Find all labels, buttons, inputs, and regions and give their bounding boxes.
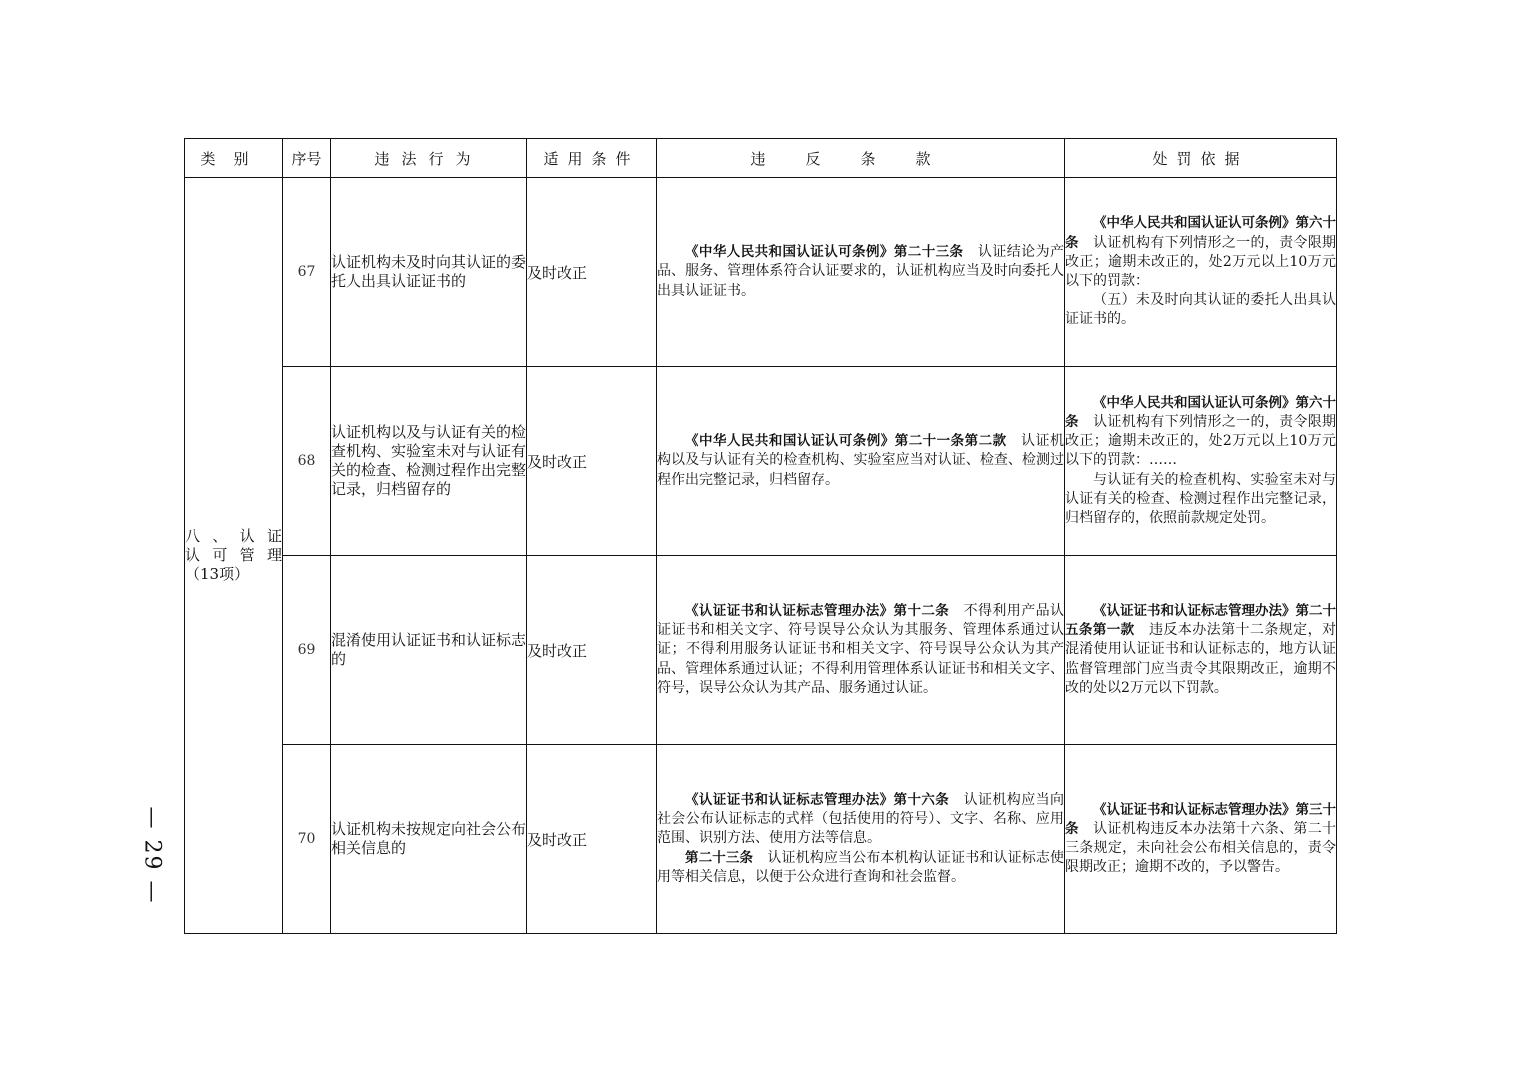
row-basis: [1065, 745, 1337, 934]
row-clause: [657, 178, 1065, 367]
clause-title: 《认证证书和认证标志管理办法》第十二条: [685, 602, 950, 619]
table-row: [185, 367, 1337, 556]
row-condition: 及时改正: [527, 178, 657, 367]
header-basis: 处罚依据: [1065, 139, 1337, 178]
table-row: [185, 745, 1337, 934]
row-seq: 68: [283, 367, 331, 556]
clause-text: 认证机构应当向社会公布认证标志的式样（包括使用的符号）、文字、名称、应用范围、识别方法、使用方法等信息。: [657, 791, 1065, 847]
basis-title: 《中华人民共和国认证认可条例》第六十条: [1065, 394, 1336, 430]
row-seq: 69: [283, 556, 331, 745]
row-basis: [1065, 178, 1337, 367]
row-behavior: 认证机构以及与认证有关的检查机构、实验室未对与认证有关的检查、检测过程作出完整记录，归档留存的: [331, 367, 527, 556]
row-condition: 及时改正: [527, 745, 657, 934]
header-behavior: 违法行为: [331, 139, 527, 178]
penalty-table: [184, 138, 1337, 934]
row-behavior: 混淆使用认证证书和认证标志的: [331, 556, 527, 745]
row-basis: [1065, 556, 1337, 745]
row-condition: 及时改正: [527, 367, 657, 556]
basis-text: 认证机构有下列情形之一的，责令限期改正；逾期未改正的，处2万元以上10万元以下的罚款：……: [1065, 413, 1337, 469]
row-condition: 及时改正: [527, 556, 657, 745]
table-row: [185, 556, 1337, 745]
clause-title-2: 第二十三条: [685, 849, 754, 866]
basis-title: 《认证证书和认证标志管理办法》第二十五条第一款: [1065, 602, 1336, 639]
table-header-row: [185, 139, 1337, 178]
clause-title: 《认证证书和认证标志管理办法》第十六条: [685, 791, 950, 808]
page-number: — 29 —: [139, 806, 165, 904]
clause-title: 《中华人民共和国认证认可条例》第二十三条: [685, 244, 964, 261]
row-clause: [657, 556, 1065, 745]
row-clause: [657, 745, 1065, 934]
row-seq: 67: [283, 178, 331, 367]
row-basis: [1065, 367, 1337, 556]
basis-title: 《中华人民共和国认证认可条例》第六十条: [1065, 215, 1336, 251]
clause-text: 认证结论为产品、服务、管理体系符合认证要求的，认证机构应当及时向委托人出具认证证书。: [657, 244, 1065, 299]
clause-text-2: 认证机构应当公布本机构认证证书和认证标志使用等相关信息，以便于公众进行查询和社会监督。: [657, 849, 1065, 885]
basis-text: 认证机构违反本办法第十六条、第二十三条规定，未向社会公布相关信息的，责令限期改正；逾期不改的，予以警告。: [1065, 820, 1337, 876]
category-cell: [185, 178, 283, 934]
row-behavior: 认证机构未按规定向社会公布相关信息的: [331, 745, 527, 934]
table-row: [185, 178, 1337, 367]
header-seq: 序号: [283, 139, 331, 178]
row-clause: [657, 367, 1065, 556]
row-behavior: 认证机构未及时向其认证的委托人出具认证证书的: [331, 178, 527, 367]
header-category: 类别: [185, 139, 283, 178]
basis-text-2: 与认证有关的检查机构、实验室未对与认证有关的检查、检测过程作出完整记录，归档留存的，依照前款规定处罚。: [1065, 471, 1336, 526]
category-line-1: 八、认证: [185, 527, 282, 545]
basis-text: 认证机构有下列情形之一的，责令限期改正；逾期未改正的，处2万元以上10万元以下的罚款：: [1065, 234, 1337, 289]
row-seq: 70: [283, 745, 331, 934]
header-clause: 违反条款: [657, 139, 1065, 178]
category-count: （13项）: [185, 565, 250, 583]
basis-text-2: （五）未及时向其认证的委托人出具认证证书的。: [1065, 292, 1336, 328]
category-line-2: 认可管理: [185, 546, 282, 564]
basis-text: 违反本办法第十二条规定，对混淆使用认证证书和认证标志的，地方认证监督管理部门应当责令其限期改正，逾期不改的处以2万元以下罚款。: [1065, 622, 1337, 696]
clause-text: 认证机构以及与认证有关的检查机构、实验室应当对认证、检查、检测过程作出完整记录，归档留存。: [657, 433, 1065, 488]
basis-title: 《认证证书和认证标志管理办法》第三十条: [1065, 801, 1336, 837]
header-condition: 适用条件: [527, 139, 657, 178]
clause-title: 《中华人民共和国认证认可条例》第二十一条第二款: [685, 433, 1007, 450]
clause-text: 不得利用产品认证证书和相关文字、符号误导公众认为其服务、管理体系通过认证；不得利用服务认证证书和相关文字、符号误导公众认为其产品、管理体系通过认证；不得利用管理体系认证证书和相关文字、符号，误导公众认为其产品、服务通过认证。: [657, 602, 1065, 696]
